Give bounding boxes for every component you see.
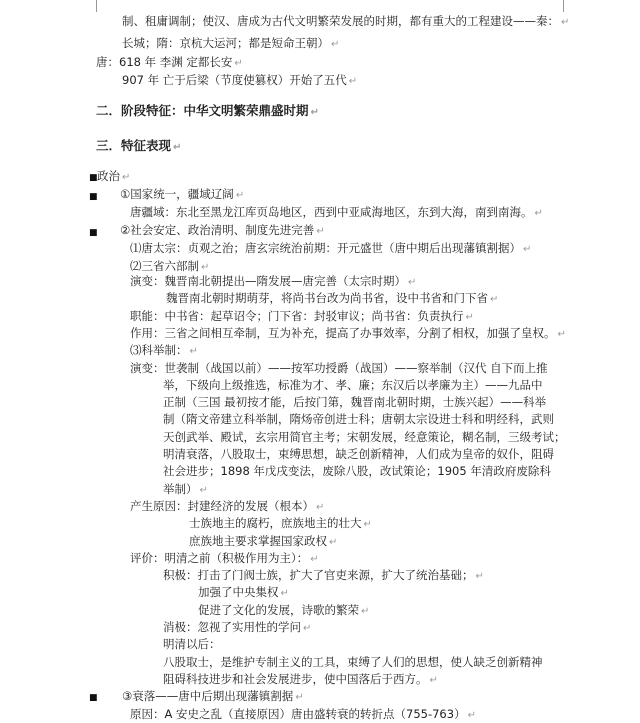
text-line: 士族地主的腐朽，庶族地主的壮大 ↵: [189, 516, 372, 531]
text-line: 庶族地主要求掌握国家政权 ↵: [189, 533, 338, 548]
text-line: 举，下级向上级推选，标准为才、孝、廉；东汉后以孝廉为主）——九品中: [163, 377, 543, 392]
text-line: 社会进步；1898 年戊戌变法，废除八股，改试策论；1905 年清政府废除科: [163, 464, 551, 479]
text-line: 正制（三国 最初按才能，后按门第，魏晋南北朝时期，士族兴起）——科举: [163, 395, 547, 410]
text-line: 唐：618 年 李渊 定都长安 ↵: [96, 55, 243, 69]
text-line: 加强了中央集权 ↵: [198, 585, 289, 600]
text-line: 作用：三省之间相互牵制，互为补充，提高了办事效率，分割了相权，加强了皇权。 ↵: [130, 325, 566, 340]
text-line: 907 年 亡于后梁（节度使篡权）开始了五代 ↵: [122, 73, 358, 87]
text-line: 原因：A 安史之乱（直接原因）唐由盛转衰的转折点（755-763） ↵: [130, 706, 476, 721]
text-line: 魏晋南北朝时期萌芽，将尚书台改为尚书省，设中书省和门下省 ↵: [166, 291, 499, 306]
text-line: ③衰落——唐中后期出现藩镇割据 ↵: [122, 689, 304, 704]
text-line: 演变：世袭制（战国以前）——按军功授爵（战国）——察举制（汉代 自下而上推: [130, 360, 548, 375]
text-line: ②社会安定、政治清明、制度先进完善 ↵: [120, 223, 325, 237]
text-line: 促进了文化的发展，诗歌的繁荣 ↵: [198, 602, 370, 617]
bullet-icon: ■: [89, 228, 98, 238]
text-line: 八股取士，是维护专制主义的工具，束缚了人们的思想，使人缺乏创新精神: [163, 654, 543, 669]
text-line: 制（隋文帝建立科举制，隋炀帝创进士科；唐朝太宗设进士科和明经科，武则: [163, 412, 554, 427]
bullet-icon: ■: [89, 192, 98, 202]
section-heading: 三．特征表现 ↵: [96, 138, 182, 153]
section-heading: 二．阶段特征：中华文明繁荣鼎盛时期 ↵: [96, 103, 319, 118]
text-line: ⑴唐太宗：贞观之治；唐玄宗统治前期：开元盛世（唐中期后出现藩镇割据） ↵: [130, 241, 532, 255]
text-line: 明清以后：: [163, 637, 221, 652]
text-line: ①国家统一，疆域辽阔 ↵: [120, 187, 245, 201]
bullet-icon: ■: [89, 693, 98, 704]
text-line: 天创武举、殿试，玄宗用简官主考；宋朝发展，经意策论，糊名制，三级考试；: [163, 429, 566, 444]
bullet-icon: ■: [89, 173, 98, 183]
page-margin-marker-left: [96, 0, 97, 12]
text-line: 举制） ↵: [163, 481, 208, 496]
text-line: 明清衰落，八股取士，束缚思想，缺乏创新精神，人们成为皇帝的奴仆，阻碍: [163, 447, 554, 461]
text-line: 制、租庸调制；使汉、唐成为古代文明繁荣发展的时期，都有重大的工程建设——秦： ↵: [122, 14, 570, 28]
text-line: 消极：忽视了实用性的学问 ↵: [163, 620, 312, 634]
text-line: 长城；隋：京杭大运河；都是短命王朝） ↵: [122, 36, 340, 50]
text-line: 阻碍科技进步和社会发展进步，使中国落后于西方。 ↵: [163, 671, 438, 686]
text-line: ⑶科举制： ↵: [130, 343, 198, 358]
text-line: 积极：打击了门阀士族，扩大了官吏来源，扩大了统治基础； ↵: [163, 568, 484, 583]
text-line: 唐疆域：东北至黑龙江库页岛地区，西到中亚咸海地区，东到大海，南到南海。 ↵: [130, 205, 543, 219]
text-line: 职能：中书省：起草诏令；门下省：封驳审议；尚书省：负责执行 ↵: [130, 308, 474, 323]
text-line: 评价：明清之前（积极作用为主）： ↵: [130, 550, 319, 565]
text-line: 演变：魏晋南北朝提出—隋发展—唐完善（太宗时期） ↵: [130, 274, 417, 288]
text-line: ⑵三省六部制 ↵: [130, 259, 210, 273]
page-margin-marker-right: [563, 0, 564, 12]
text-line: 产生原因：封建经济的发展（根本） ↵: [130, 498, 325, 513]
text-line: 政治 ↵: [97, 169, 131, 183]
